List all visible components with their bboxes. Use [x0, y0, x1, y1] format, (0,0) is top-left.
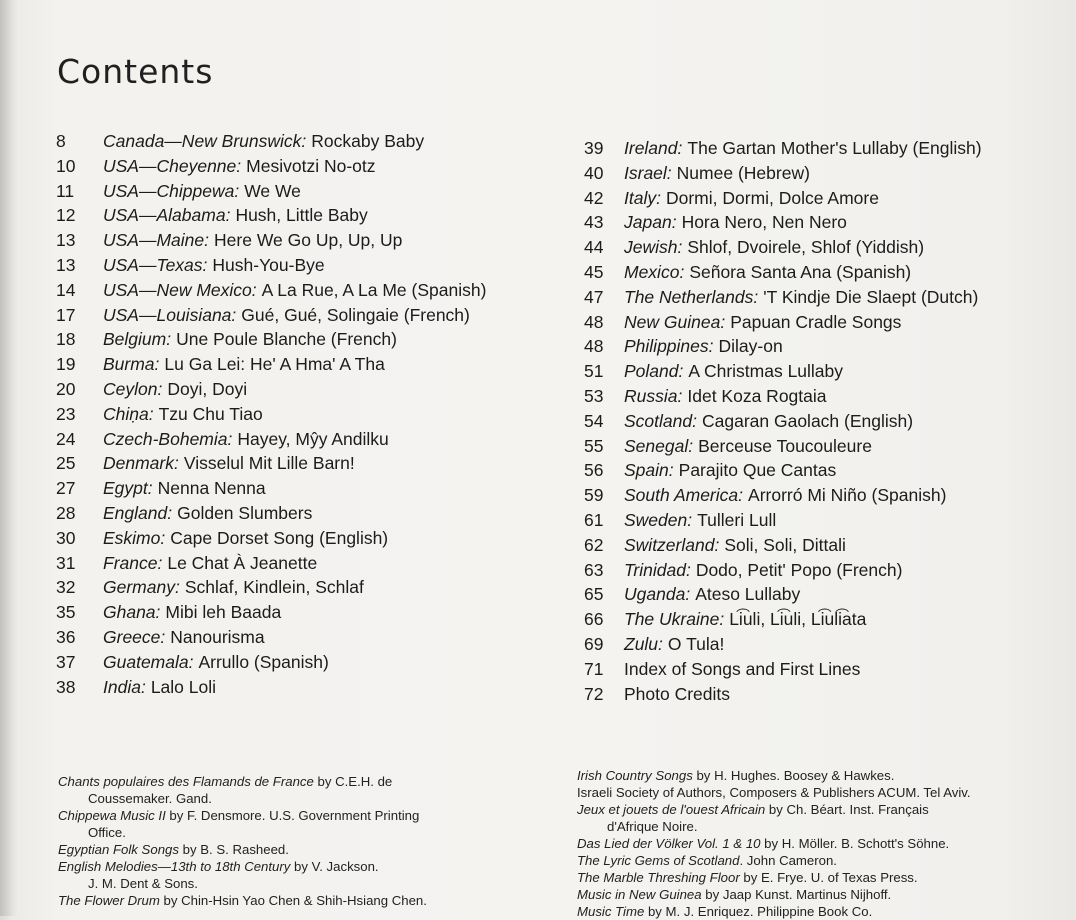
toc-entry	[584, 483, 1054, 508]
toc-country: Mexico :	[624, 262, 684, 282]
toc-entry	[584, 434, 1054, 459]
reference-entry	[577, 852, 1057, 869]
toc-entry	[56, 129, 556, 154]
toc-song-title: Photo Credits	[624, 683, 731, 704]
toc-song-title: Dodo, Petit' Popo (French)	[695, 559, 903, 580]
toc-song-title: Mesivotzi No-otz	[246, 155, 376, 176]
reference-entry	[577, 835, 1057, 852]
toc-page-number: 11	[56, 180, 75, 201]
reference-work-title: The Lyric Gems of Scotland	[577, 853, 740, 868]
toc-country: Scotland :	[624, 411, 697, 431]
toc-song-title: Cagaran Gaolach (English)	[701, 410, 914, 431]
toc-country: Jewish :	[624, 237, 682, 257]
toc-country: New Guinea :	[624, 312, 725, 332]
toc-song-title: Hayey, Mŷy Andilku	[237, 428, 389, 449]
toc-song-title: Hush-You-Bye	[212, 254, 325, 275]
toc-page-number: 12	[56, 205, 76, 226]
reference-details: by B. S. Rasheed.	[178, 842, 289, 857]
reference-details: by Jaap Kunst. Martinus Nijhoff.	[701, 887, 892, 902]
toc-song-title: Numee (Hebrew)	[676, 162, 810, 183]
toc-song-title: Li͡uli, Li͡uli, Li͡uli͡ata	[729, 609, 867, 630]
toc-song-title: Index of Songs and First Lines	[624, 658, 861, 679]
toc-page-number: 8	[56, 131, 66, 151]
toc-page-number: 30	[56, 527, 76, 548]
toc-country: USA—Cheyenne :	[103, 156, 241, 176]
toc-country: Greece :	[103, 627, 165, 647]
toc-song-title: Visselul Mit Lille Barn!	[183, 453, 355, 474]
toc-entry	[56, 402, 556, 427]
toc-song-title: Tzu Chu Tiao	[158, 403, 263, 424]
toc-song-title: Señora Santa Ana (Spanish)	[689, 261, 912, 282]
toc-entry	[56, 476, 556, 501]
toc-page-number: 51	[584, 361, 604, 382]
toc-page-number: 20	[56, 378, 76, 399]
reference-entry	[58, 858, 558, 892]
toc-country: USA—Chippewa :	[103, 181, 239, 201]
toc-entry	[584, 161, 1054, 186]
toc-page-number: 25	[56, 453, 76, 474]
toc-song-title: O Tula!	[667, 633, 725, 654]
toc-song-title: Golden Slumbers	[177, 502, 313, 523]
toc-page-number: 62	[584, 534, 604, 555]
toc-page-number: 63	[584, 559, 604, 580]
toc-song-title: Doyi, Doyi	[167, 378, 248, 399]
toc-entry	[56, 625, 556, 650]
reference-entry	[58, 892, 558, 909]
reference-details: by E. Frye. U. of Texas Press.	[739, 870, 918, 885]
toc-country: Russia :	[624, 386, 682, 406]
toc-song-title: Papuan Cradle Songs	[730, 311, 902, 332]
toc-page-number: 18	[56, 329, 76, 350]
toc-country: Germany :	[103, 577, 180, 597]
toc-song-title: Here We Go Up, Up, Up	[214, 230, 403, 251]
toc-entry	[584, 334, 1054, 359]
toc-country: Philippines :	[624, 336, 714, 356]
toc-page-number: 28	[56, 502, 76, 523]
toc-country: Uganda :	[624, 584, 690, 604]
toc-country: Guatemala :	[103, 652, 193, 672]
toc-page-number: 40	[584, 162, 604, 183]
toc-song-title: Parajito Que Cantas	[678, 460, 837, 481]
toc-page-number: 38	[56, 676, 76, 697]
toc-country: Ireland :	[624, 138, 682, 158]
toc-entry	[584, 632, 1054, 657]
reference-continuation: d'Afrique Noire.	[607, 819, 698, 834]
toc-page-number: 45	[584, 261, 604, 282]
toc-entry	[56, 278, 556, 303]
reference-entry	[577, 869, 1057, 886]
toc-song-title: Gué, Gué, Solingaie (French)	[241, 304, 470, 325]
toc-entry	[56, 154, 556, 179]
reference-entry	[577, 767, 1057, 784]
toc-song-title: Arrullo (Spanish)	[198, 651, 329, 672]
toc-country: USA—Alabama :	[103, 205, 230, 225]
toc-page-number: 56	[584, 460, 604, 481]
toc-page-number: 71	[584, 658, 604, 679]
toc-entry	[56, 427, 556, 452]
toc-entry	[584, 310, 1054, 335]
toc-left-column	[56, 129, 556, 699]
toc-country: Egypt :	[103, 478, 153, 498]
toc-entry	[584, 607, 1054, 632]
toc-country: Italy :	[624, 188, 661, 208]
reference-work-title: Irish Country Songs	[577, 768, 693, 783]
toc-song-title: Dormi, Dormi, Dolce Amore	[665, 187, 879, 208]
toc-song-title: Dilay-on	[718, 336, 783, 357]
toc-page-number: 13	[56, 230, 76, 251]
toc-country: Ghana :	[103, 602, 160, 622]
reference-entry	[577, 886, 1057, 903]
toc-page-number: 72	[584, 683, 604, 704]
toc-country: Switzerland :	[624, 535, 719, 555]
toc-page-number: 17	[56, 304, 76, 325]
toc-country: USA—Maine :	[103, 230, 209, 250]
toc-song-title: Berceuse Toucouleure	[698, 435, 872, 456]
toc-song-title: We We	[244, 180, 301, 201]
toc-entry	[584, 210, 1054, 235]
reference-work-title: Chants populaires des Flamands de France	[58, 774, 314, 789]
toc-entry	[584, 682, 1054, 707]
toc-page-number: 69	[584, 633, 604, 654]
reference-details: Israeli Society of Authors, Composers & Publishers ACUM. Tel Aviv.	[577, 785, 971, 800]
reference-continuation: Coussemaker. Gand.	[88, 791, 212, 806]
reference-details: by V. Jackson.	[290, 859, 379, 874]
toc-page-number: 44	[584, 237, 604, 258]
reference-entry	[58, 773, 558, 807]
toc-entry	[584, 458, 1054, 483]
toc-country: Ceylon :	[103, 379, 162, 399]
toc-song-title: Hush, Little Baby	[235, 205, 368, 226]
toc-page-number: 53	[584, 385, 604, 406]
reference-entry	[577, 801, 1057, 835]
reference-work-title: English Melodies—13th to 18th Century	[58, 859, 291, 874]
toc-song-title: Hora Nero, Nen Nero	[681, 212, 847, 233]
reference-work-title: Music Time	[577, 904, 645, 919]
reference-work-title: Egyptian Folk Songs	[58, 842, 179, 857]
reference-work-title: Das Lied der Völker Vol. 1 & 10	[577, 836, 761, 851]
toc-entry	[56, 179, 556, 204]
toc-song-title: 'T Kindje Die Slaept (Dutch)	[763, 286, 979, 307]
toc-country: USA—Texas :	[103, 255, 207, 275]
toc-song-title: Idet Koza Rogtaia	[687, 385, 827, 406]
toc-page-number: 48	[584, 336, 604, 357]
toc-country: USA—New Mexico :	[103, 280, 257, 300]
toc-page-number: 19	[56, 354, 76, 375]
toc-country: Israel :	[624, 163, 672, 183]
toc-page-number: 23	[56, 403, 76, 424]
page-gutter-shadow	[0, 0, 18, 916]
toc-entry	[56, 501, 556, 526]
toc-entry	[584, 136, 1054, 161]
toc-country: India :	[103, 677, 146, 697]
toc-entry	[56, 526, 556, 551]
toc-entry	[56, 600, 556, 625]
reference-continuation: Office.	[88, 825, 126, 840]
toc-page-number: 59	[584, 485, 604, 506]
reference-work-title: Music in New Guinea	[577, 887, 702, 902]
toc-entry	[56, 253, 556, 278]
reference-entry	[577, 784, 1057, 801]
toc-song-title: Schlaf, Kindlein, Schlaf	[184, 577, 364, 598]
toc-song-title: Mibi leh Baada	[165, 602, 282, 623]
toc-page-number: 35	[56, 602, 76, 623]
toc-country: Denmark :	[103, 453, 179, 473]
toc-entry	[584, 657, 1054, 682]
reference-entry	[58, 807, 558, 841]
reference-details: by M. J. Enriquez. Philippine Book Co.	[644, 904, 873, 919]
toc-country: USA—Louisiana :	[103, 305, 236, 325]
toc-country: Zulu :	[624, 634, 663, 654]
toc-song-title: Nanourisma	[170, 626, 265, 647]
toc-page-number: 66	[584, 609, 604, 630]
toc-entry	[584, 582, 1054, 607]
toc-country: Eskimo :	[103, 528, 165, 548]
toc-page-number: 47	[584, 286, 604, 307]
toc-song-title: Tulleri Lull	[697, 509, 777, 530]
toc-entry	[56, 303, 556, 328]
toc-country: Czech-Bohemia :	[103, 429, 232, 449]
toc-page-number: 43	[584, 212, 604, 233]
reference-work-title: The Marble Threshing Floor	[577, 870, 740, 885]
toc-page-number: 14	[56, 279, 76, 300]
toc-song-title: Une Poule Blanche (French)	[176, 329, 397, 350]
toc-country: Spain :	[624, 460, 674, 480]
reference-details: by C.E.H. de	[313, 774, 393, 789]
toc-entry	[584, 186, 1054, 211]
reference-work-title: Jeux et jouets de l'ouest Africain	[577, 802, 766, 817]
toc-page-number: 13	[56, 254, 76, 275]
toc-song-title: Soli, Soli, Dittali	[724, 534, 846, 555]
toc-country: Japan :	[624, 212, 677, 232]
toc-song-title: Lalo Loli	[150, 676, 217, 697]
toc-entry	[56, 352, 556, 377]
toc-page-number: 32	[56, 577, 76, 598]
toc-country: Senegal :	[624, 436, 693, 456]
toc-song-title: The Gartan Mother's Lullaby (English)	[687, 138, 982, 158]
toc-page-number: 55	[584, 435, 604, 456]
page-title: Contents	[57, 52, 214, 91]
toc-country: Belgium :	[103, 329, 171, 349]
toc-entry	[56, 451, 556, 476]
reference-details: by H. Hughes. Boosey & Hawkes.	[692, 768, 895, 783]
toc-right-column	[584, 136, 1054, 706]
reference-details: by H. Möller. B. Schott's Söhne.	[760, 836, 950, 851]
toc-page-number: 27	[56, 478, 76, 499]
reference-details: by Ch. Béart. Inst. Français	[765, 802, 929, 817]
toc-entry	[56, 203, 556, 228]
toc-song-title: Ateso Lullaby	[695, 584, 801, 605]
toc-country: Poland :	[624, 361, 683, 381]
toc-entry	[56, 327, 556, 352]
toc-entry	[56, 228, 556, 253]
toc-song-title: Shlof, Dvoirele, Shlof (Yiddish)	[687, 237, 925, 258]
reference-details: by F. Densmore. U.S. Government Printing	[165, 808, 420, 823]
reference-details: by Chin-Hsin Yao Chen & Shih-Hsiang Chen.	[159, 893, 427, 908]
toc-page-number: 10	[56, 155, 76, 176]
toc-entry	[56, 650, 556, 675]
toc-entry	[584, 533, 1054, 558]
toc-page-number: 36	[56, 626, 76, 647]
reference-work-title: The Flower Drum	[58, 893, 160, 908]
toc-country: Chiṇa :	[103, 404, 154, 424]
toc-song-title: Lu Ga Lei: He' A Hma' A Tha	[164, 354, 385, 375]
toc-country: England :	[103, 503, 172, 523]
reference-entry	[577, 903, 1057, 920]
toc-song-title: Rockaby Baby	[311, 131, 425, 151]
toc-country: The Ukraine :	[624, 609, 724, 629]
toc-country: South America :	[624, 485, 743, 505]
toc-country: Canada—New Brunswick :	[103, 131, 306, 151]
toc-entry	[584, 235, 1054, 260]
toc-song-title: A Christmas Lullaby	[688, 361, 844, 382]
toc-page-number: 61	[584, 509, 604, 530]
toc-page-number: 31	[56, 552, 76, 573]
toc-page-number: 37	[56, 651, 76, 672]
references-left-column	[58, 773, 558, 909]
toc-entry	[584, 558, 1054, 583]
reference-work-title: Chippewa Music II	[58, 808, 166, 823]
reference-entry	[58, 841, 558, 858]
toc-page-number: 54	[584, 410, 604, 431]
reference-continuation: J. M. Dent & Sons.	[88, 876, 198, 891]
toc-song-title: A La Rue, A La Me (Spanish)	[261, 279, 487, 300]
toc-song-title: Cape Dorset Song (English)	[170, 527, 389, 548]
toc-entry	[56, 551, 556, 576]
toc-page-number: 39	[584, 138, 604, 158]
reference-details: . John Cameron.	[739, 853, 837, 868]
toc-entry	[56, 377, 556, 402]
toc-entry	[56, 675, 556, 700]
toc-page-number: 65	[584, 584, 604, 605]
toc-song-title: Nenna Nenna	[157, 478, 266, 499]
toc-entry	[584, 359, 1054, 384]
references-right-column	[577, 767, 1057, 920]
toc-entry	[584, 260, 1054, 285]
toc-page-number: 48	[584, 311, 604, 332]
toc-country: Trinidad :	[624, 560, 691, 580]
toc-country: The Netherlands :	[624, 287, 758, 307]
toc-entry	[584, 409, 1054, 434]
toc-entry	[56, 575, 556, 600]
toc-country: Burma :	[103, 354, 159, 374]
toc-country: Sweden :	[624, 510, 692, 530]
toc-page-number: 24	[56, 428, 76, 449]
toc-entry	[584, 285, 1054, 310]
toc-country: France :	[103, 553, 162, 573]
toc-entry	[584, 384, 1054, 409]
toc-page-number: 42	[584, 187, 604, 208]
toc-entry	[584, 508, 1054, 533]
toc-song-title: Arrorró Mi Niño (Spanish)	[748, 485, 947, 506]
toc-song-title: Le Chat À Jeanette	[167, 552, 318, 573]
